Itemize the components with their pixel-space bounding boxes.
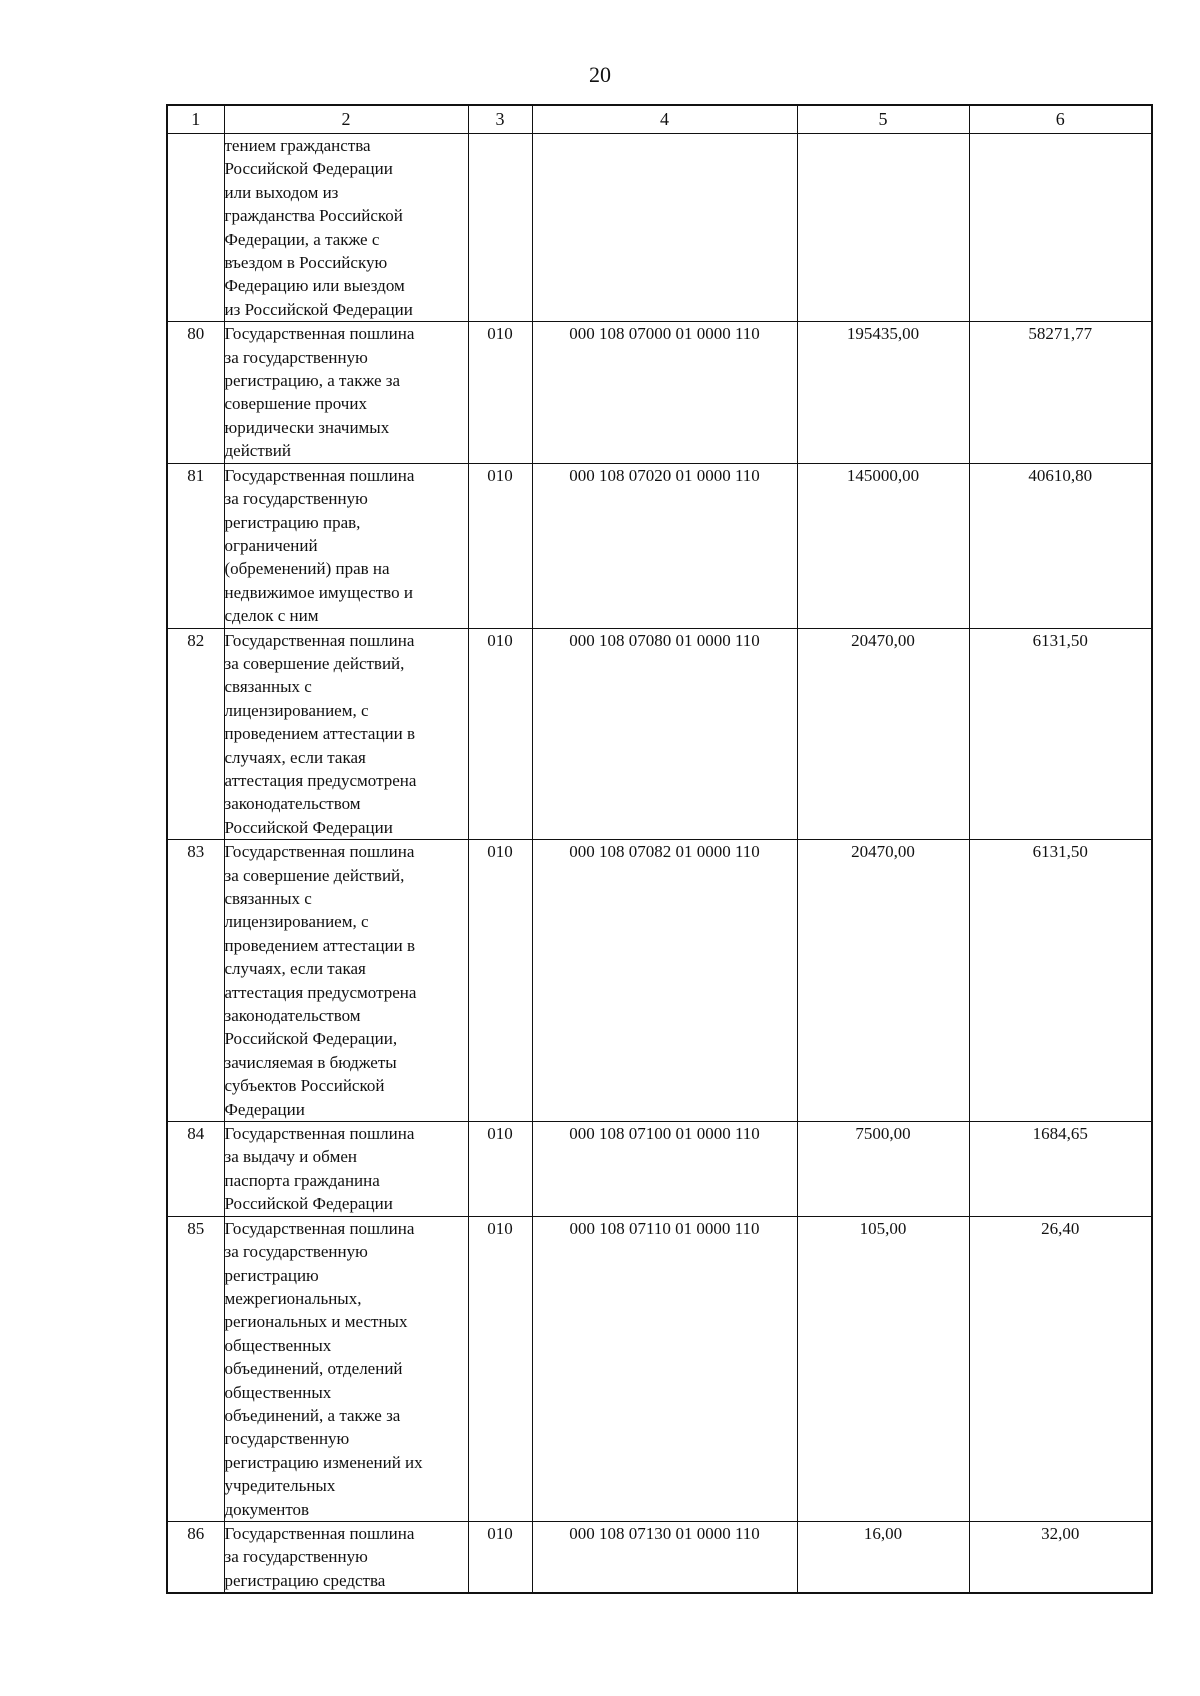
row-budget-code: 000 108 07130 01 0000 110 xyxy=(532,1521,797,1593)
row-admin-code xyxy=(468,134,532,322)
row-admin-code: 010 xyxy=(468,628,532,840)
column-header: 3 xyxy=(468,105,532,134)
table-row xyxy=(167,1122,1152,1217)
table-row xyxy=(167,134,1152,322)
row-actual-amount: 1684,65 xyxy=(969,1122,1152,1217)
row-number: 82 xyxy=(167,628,224,840)
row-budget-code: 000 108 07020 01 0000 110 xyxy=(532,463,797,628)
row-plan-amount: 145000,00 xyxy=(797,463,969,628)
table-row xyxy=(167,1521,1152,1593)
row-actual-amount: 6131,50 xyxy=(969,840,1152,1122)
row-actual-amount: 26,40 xyxy=(969,1216,1152,1521)
row-number: 85 xyxy=(167,1216,224,1521)
row-name: Государственная пошлина за совершение действий, связанных с лицензированием, с проведением аттестации в случаях, если такая аттестация предусмотрена законодательством Российской Федерации, зачисляемая в бюджеты субъектов Российской Федерации xyxy=(224,840,468,1122)
column-header: 1 xyxy=(167,105,224,134)
row-actual-amount: 58271,77 xyxy=(969,322,1152,463)
table-row xyxy=(167,840,1152,1122)
column-header: 2 xyxy=(224,105,468,134)
row-budget-code xyxy=(532,134,797,322)
row-plan-amount: 195435,00 xyxy=(797,322,969,463)
row-plan-amount xyxy=(797,134,969,322)
budget-table xyxy=(166,104,1153,1594)
row-actual-amount: 32,00 xyxy=(969,1521,1152,1593)
row-number: 80 xyxy=(167,322,224,463)
row-budget-code: 000 108 07080 01 0000 110 xyxy=(532,628,797,840)
row-admin-code: 010 xyxy=(468,463,532,628)
column-header: 6 xyxy=(969,105,1152,134)
row-plan-amount: 20470,00 xyxy=(797,628,969,840)
row-number: 86 xyxy=(167,1521,224,1593)
row-name: Государственная пошлина за совершение действий, связанных с лицензированием, с проведением аттестации в случаях, если такая аттестация предусмотрена законодательством Российской Федерации xyxy=(224,628,468,840)
row-admin-code: 010 xyxy=(468,1521,532,1593)
row-budget-code: 000 108 07100 01 0000 110 xyxy=(532,1122,797,1217)
row-plan-amount: 7500,00 xyxy=(797,1122,969,1217)
row-number: 83 xyxy=(167,840,224,1122)
row-actual-amount: 40610,80 xyxy=(969,463,1152,628)
row-plan-amount: 16,00 xyxy=(797,1521,969,1593)
column-header: 5 xyxy=(797,105,969,134)
row-admin-code: 010 xyxy=(468,322,532,463)
row-actual-amount xyxy=(969,134,1152,322)
row-name: Государственная пошлина за государственную регистрацию средства xyxy=(224,1521,468,1593)
row-number: 84 xyxy=(167,1122,224,1217)
row-number xyxy=(167,134,224,322)
column-header: 4 xyxy=(532,105,797,134)
table-row xyxy=(167,628,1152,840)
row-actual-amount: 6131,50 xyxy=(969,628,1152,840)
row-name: Государственная пошлина за государственную регистрацию прав, ограничений (обременений) прав на недвижимое имущество и сделок с ним xyxy=(224,463,468,628)
table-row xyxy=(167,1216,1152,1521)
row-name: Государственная пошлина за государственную регистрацию, а также за совершение прочих юридически значимых действий xyxy=(224,322,468,463)
row-name: Государственная пошлина за выдачу и обмен паспорта гражданина Российской Федерации xyxy=(224,1122,468,1217)
row-number: 81 xyxy=(167,463,224,628)
row-admin-code: 010 xyxy=(468,1122,532,1217)
row-budget-code: 000 108 07110 01 0000 110 xyxy=(532,1216,797,1521)
row-name: Государственная пошлина за государственную регистрацию межрегиональных, региональных и местных общественных объединений, отделений общественных объединений, а также за государственную регистрацию изменений их учредительных документов xyxy=(224,1216,468,1521)
table-row xyxy=(167,322,1152,463)
row-name: тением гражданства Российской Федерации или выходом из гражданства Российской Федерации, а также с въездом в Российскую Федерацию или выездом из Российской Федерации xyxy=(224,134,468,322)
row-plan-amount: 105,00 xyxy=(797,1216,969,1521)
header-row xyxy=(167,105,1152,134)
row-admin-code: 010 xyxy=(468,1216,532,1521)
page-number: 20 xyxy=(589,62,611,87)
row-plan-amount: 20470,00 xyxy=(797,840,969,1122)
table-row xyxy=(167,463,1152,628)
row-budget-code: 000 108 07082 01 0000 110 xyxy=(532,840,797,1122)
row-admin-code: 010 xyxy=(468,840,532,1122)
row-budget-code: 000 108 07000 01 0000 110 xyxy=(532,322,797,463)
